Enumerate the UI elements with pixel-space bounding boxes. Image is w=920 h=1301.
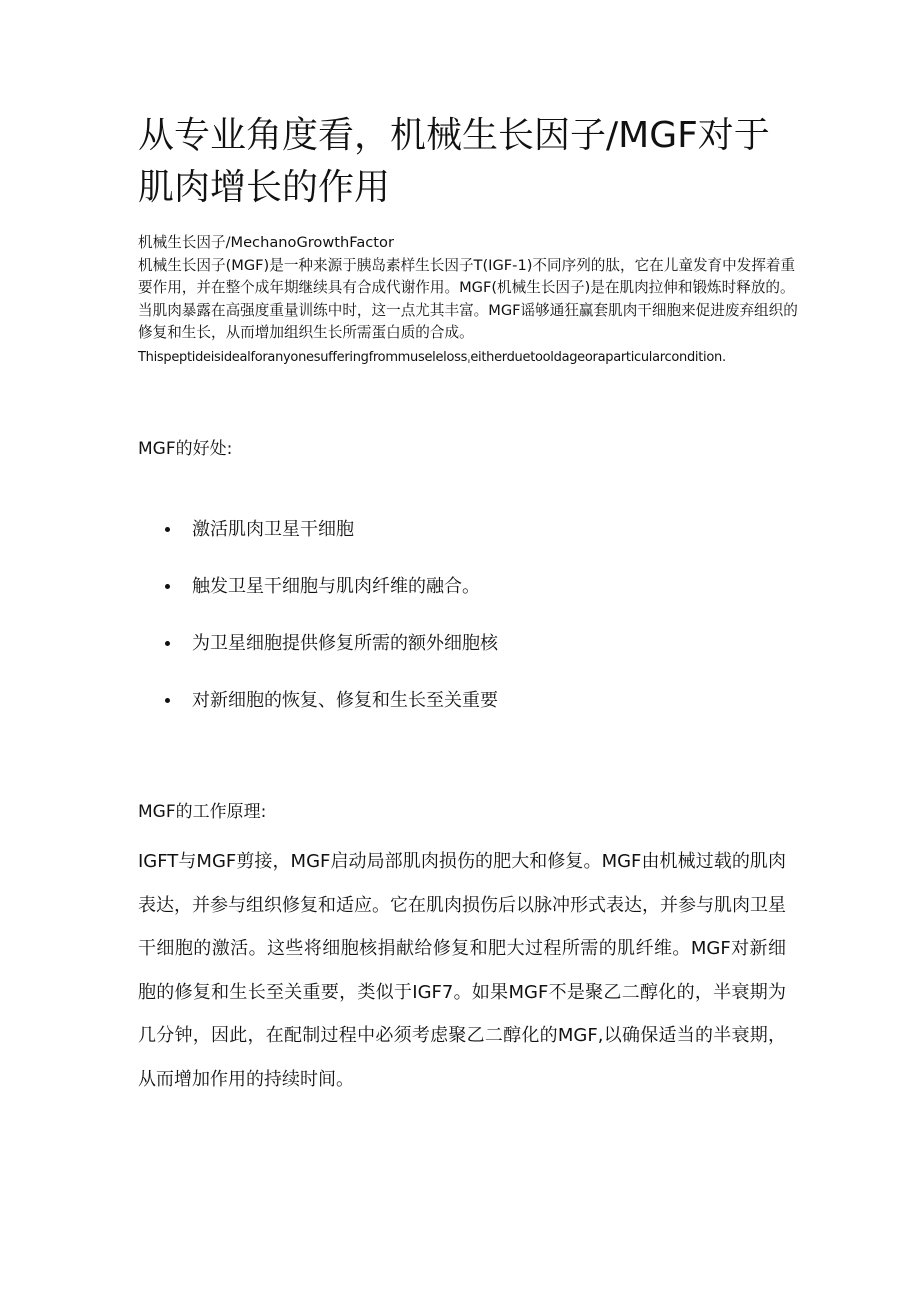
intro-subtitle: 机械生长因子/MechanoGrowthFactor — [138, 234, 394, 251]
bullet-icon — [165, 698, 170, 703]
benefit-item — [138, 677, 798, 734]
bullet-icon — [165, 584, 170, 589]
benefits-list — [138, 506, 798, 734]
benefit-text: 为卫星细胞提供修复所需的额外细胞核 — [192, 633, 498, 654]
benefit-text: 激活肌肉卫星干细胞 — [192, 519, 354, 540]
how-it-works-paragraph: IGFT与MGF剪接，MGF启动局部肌肉损伤的肥大和修复。MGF由机械过载的肌肉表达，并参与组织修复和适应。它在肌肉损伤后以脉冲形式表达，并参与肌肉卫星干细胞的激活。这些将细胞核捐献给修复和肥大过程所需的肌纤维。MGF对新细胞的修复和生长至关重要，类似于IGF7。如果MGF不是聚乙二醇化的，半衰期为几分钟，因此，在配制过程中必须考虑聚乙二醇化的MGF,以确保适当的半衰期，从而增加作用的持续时间。 — [138, 851, 786, 1090]
benefit-item — [138, 620, 798, 677]
benefit-item — [138, 563, 798, 620]
how-it-works-heading: MGF的工作原理: — [138, 802, 267, 822]
bullet-icon — [165, 527, 170, 532]
page-title: 从专业角度看，机械生长因子/MGF对于肌肉增长的作用 — [138, 115, 770, 208]
intro-section — [138, 232, 798, 369]
benefit-item — [138, 506, 798, 563]
intro-english-sentence: Thispeptideisidealforanyonesufferingfrommuselelossˌeitherduetooldageoraparticularcondition. — [138, 349, 726, 365]
benefit-text: 对新细胞的恢复、修复和生长至关重要 — [192, 690, 498, 711]
intro-paragraph: 机械生长因子(MGF)是一种来源于胰岛素样生长因子T(IGF-1)不同序列的肽，它在儿童发育中发挥着重要作用，并在整个成年期继续具有合成代谢作用。MGF(机械生长因子)是在肌肉拉伸和锻炼时释放的。当肌肉暴露在高强度重量训练中时，这一点尤其丰富。MGF谣够通狂赢套肌肉干细胞来促进废弃组织的修复和生长，从而增加组织生长所需蛋白质的合成。 — [138, 256, 798, 341]
bullet-icon — [165, 641, 170, 646]
benefit-text: 触发卫星干细胞与肌肉纤维的融合。 — [192, 576, 480, 597]
benefits-heading: MGF的好处: — [138, 439, 233, 459]
